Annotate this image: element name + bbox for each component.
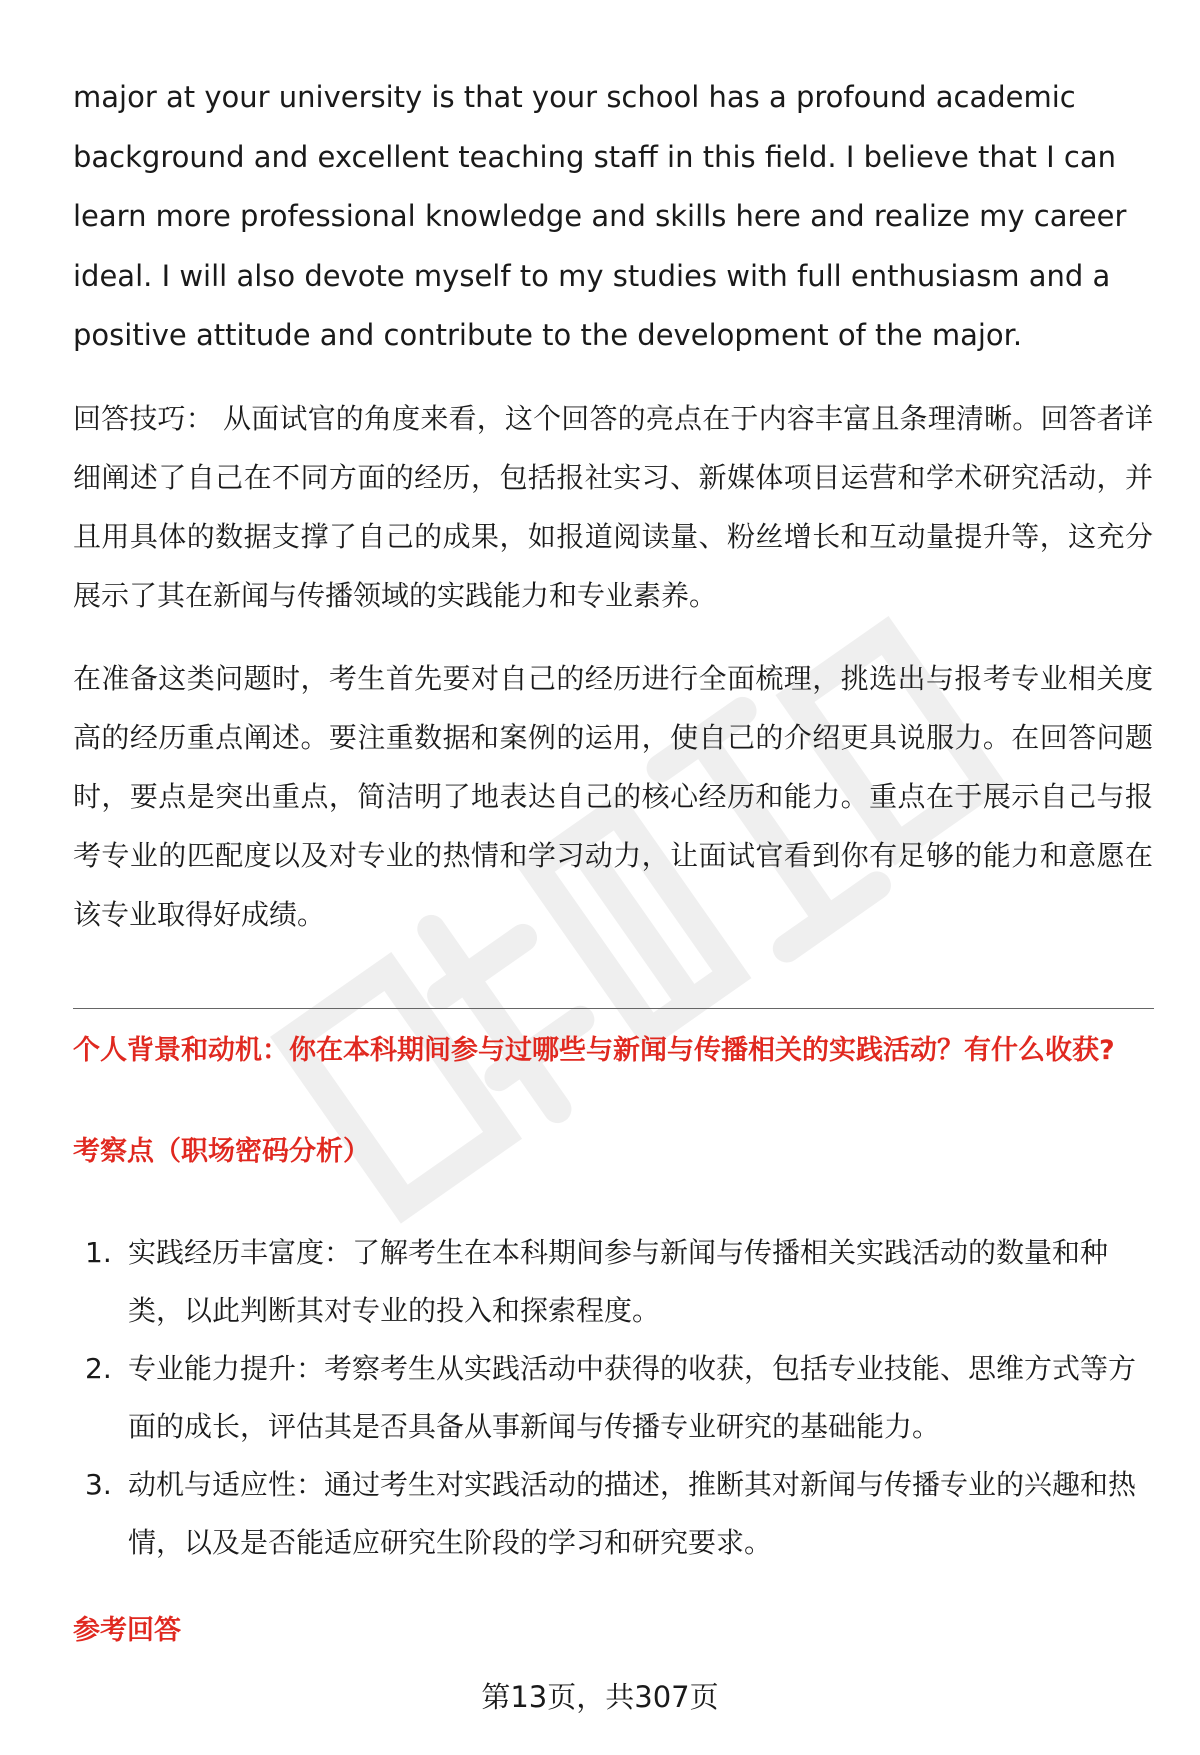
focus-heading: 考察点（职场密码分析） (73, 1136, 370, 1167)
list-text: 动机与适应性：通过考生对实践活动的描述，推断其对新闻与传播专业的兴趣和热情，以及是否能适应研究生阶段的学习和研究要求。 (128, 1468, 1137, 1559)
list-number: 2. (85, 1352, 112, 1385)
list-text: 专业能力提升：考察考生从实践活动中获得的收获，包括专业技能、思维方式等方面的成长，评估其是否具备从事新闻与传播专业研究的基础能力。 (128, 1352, 1137, 1443)
question-heading: 个人背景和动机：你在本科期间参与过哪些与新闻与传播相关的实践活动？有什么收获? (73, 1035, 1115, 1066)
list-number: 3. (85, 1468, 112, 1501)
focus-points-list (73, 1224, 1153, 1572)
list-text: 实践经历丰富度：了解考生在本科期间参与新闻与传播相关实践活动的数量和种类，以此判断其对专业的投入和探索程度。 (128, 1236, 1109, 1327)
english-paragraph: major at your university is that your school has a profound academic background and excellent teaching staff in this field. I believe that I can learn more professional knowledge and skills here and realize my career ideal. I will also devote myself to my studies with full enthusiasm and a positive attitude and contribute to the development of the major. (73, 80, 1127, 352)
answer-heading: 参考回答 (73, 1615, 181, 1646)
section-divider (73, 1008, 1154, 1009)
list-number: 1. (85, 1236, 112, 1269)
preparation-paragraph: 在准备这类问题时，考生首先要对自己的经历进行全面梳理，挑选出与报考专业相关度高的经历重点阐述。要注重数据和案例的运用，使自己的介绍更具说服力。在回答问题时，要点是突出重点，简洁明了地表达自己的核心经历和能力。重点在于展示自己与报考专业的匹配度以及对专业的热情和学习动力，让面试官看到你有足够的能力和意愿在该专业取得好成绩。 (73, 661, 1153, 931)
page-number-footer: 第13页，共307页 (481, 1680, 719, 1714)
document-body (73, 68, 1153, 944)
list-item (73, 1340, 1153, 1456)
tips-paragraph: 回答技巧： 从面试官的角度来看，这个回答的亮点在于内容丰富且条理清晰。回答者详细阐述了自己在不同方面的经历，包括报社实习、新媒体项目运营和学术研究活动，并且用具体的数据支撑了自己的成果，如报道阅读量、粉丝增长和互动量提升等，这充分展示了其在新闻与传播领域的实践能力和专业素养。 (73, 401, 1153, 612)
list-item (73, 1456, 1153, 1572)
list-item (73, 1224, 1153, 1340)
